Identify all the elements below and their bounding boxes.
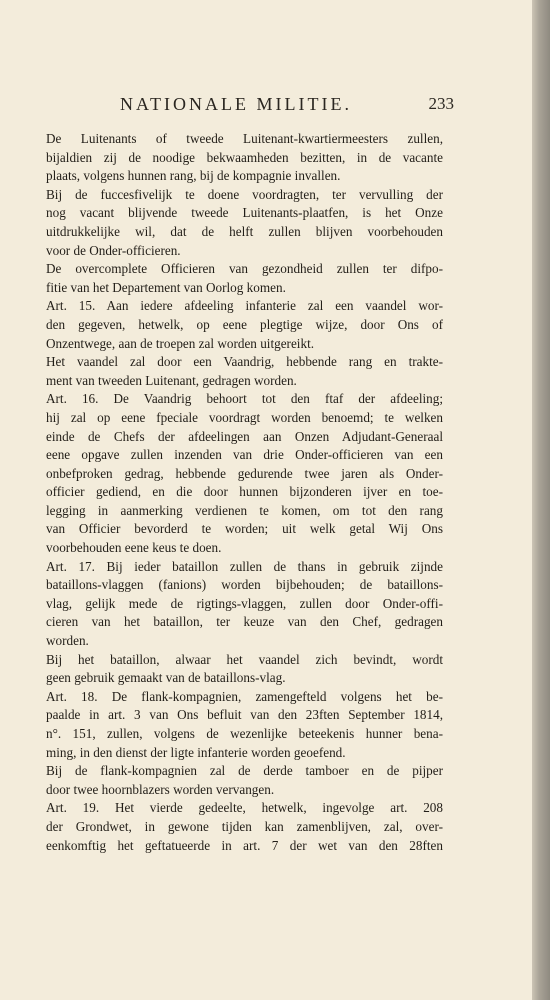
body-text	[46, 130, 443, 855]
text-line: vlag, gelijk mede de rigtings-vlaggen, zullen door Onder-offi-	[46, 595, 443, 611]
text-line: hij zal op eene fpeciale voordragt worden benoemd; te welken	[46, 409, 443, 425]
text-line: De Luitenants of tweede Luitenant-kwartiermeesters zullen,	[46, 131, 443, 146]
text-line: fitie van het Departement van Oorlog komen.	[46, 279, 286, 295]
text-line: van Officier bevorderd te worden; uit welk getal Wij Ons	[46, 521, 443, 537]
text-line: einde de Chefs der afdeelingen aan Onzen Adjudant-Generaal	[46, 428, 443, 444]
text-line: n°. 151, zullen, volgens de wezenlijke beteekenis hunner bena-	[46, 726, 443, 741]
text-line: cieren van het bataillon, ter keuze van den Chef, gedragen	[46, 614, 443, 630]
text-line: onbefproken gedrag, hebbende gedurende twee jaren als Onder-	[46, 465, 443, 481]
text-line: bijaldien zij de noodige bekwaamheden bezitten, in de vacante	[46, 149, 443, 165]
text-line: De overcomplete Officieren van gezondheid zullen ter difpo-	[46, 261, 443, 277]
text-line: den gegeven, hetwelk, op eene plegtige wijze, door Ons of	[46, 316, 443, 332]
text-line: Bij de fuccesfivelijk te doene voordragten, ter vervulling der	[46, 186, 443, 202]
text-line: paalde in art. 3 van Ons befluit van den 23ften September 1814,	[46, 707, 443, 723]
text-line: geen gebruik gemaakt van de bataillons-vlag.	[46, 670, 286, 686]
text-line: Art. 19. Het vierde gedeelte, hetwelk, ingevolge art. 208	[46, 800, 443, 816]
text-line: Bij de flank-kompagnien zal de derde tamboer en de pijper	[46, 763, 443, 779]
text-line: Art. 16. De Vaandrig behoort tot den ftaf der afdeeling;	[46, 391, 443, 407]
text-line: door twee hoornblazers worden vervangen.	[46, 781, 275, 797]
text-line: Art. 15. Aan iedere afdeeling infanterie zal een vaandel wor-	[46, 298, 443, 314]
text-line: Art. 18. De flank-kompagnien, zamengefteld volgens het be-	[46, 688, 443, 704]
text-line: Art. 17. Bij ieder bataillon zullen de thans in gebruik zijnde	[46, 558, 443, 574]
text-line: legging in aanmerking verdienen te komen, om tot den rang	[46, 502, 443, 518]
text-line: bataillons-vlaggen (fanions) worden bijbehouden; de bataillons-	[46, 577, 443, 593]
book-gutter	[532, 0, 550, 1000]
text-line: Bij het bataillon, alwaar het vaandel zich bevindt, wordt	[46, 651, 443, 667]
running-title: NATIONALE MILITIE.	[120, 94, 352, 114]
text-line: Onzentwege, aan de troepen zal worden uitgereikt.	[46, 335, 315, 351]
text-line: voorbehouden eene keus te doen.	[46, 540, 222, 556]
text-line: eene opgave zullen inzenden van drie Onder-officieren van een	[46, 447, 443, 463]
text-line: ming, in den dienst der ligte infanterie worden geoefend.	[46, 744, 346, 760]
page-number: 233	[428, 94, 454, 113]
text-line: plaats, volgens hunnen rang, bij de kompagnie invallen.	[46, 168, 341, 184]
page-header	[40, 94, 454, 120]
text-line: ment van tweeden Luitenant, gedragen worden.	[46, 372, 297, 388]
text-line: der Grondwet, in gewone tijden kan zamenblijven, zal, over-	[46, 818, 443, 834]
text-line: Het vaandel zal door een Vaandrig, hebbende rang en trakte-	[46, 354, 443, 370]
text-line: uitdrukkelijke wil, dat de helft zullen blijven voorbehouden	[46, 223, 443, 239]
text-line: voor de Onder-officieren.	[46, 242, 181, 258]
text-line: officier gediend, en die door hunnen bijzonderen ijver en toe-	[46, 484, 443, 500]
text-line: nog vacant blijvende tweede Luitenants-plaatfen, is het Onze	[46, 205, 443, 221]
text-line: worden.	[46, 633, 89, 649]
text-line: eenkomftig het geftatueerde in art. 7 der wet van den 28ften	[46, 837, 443, 853]
